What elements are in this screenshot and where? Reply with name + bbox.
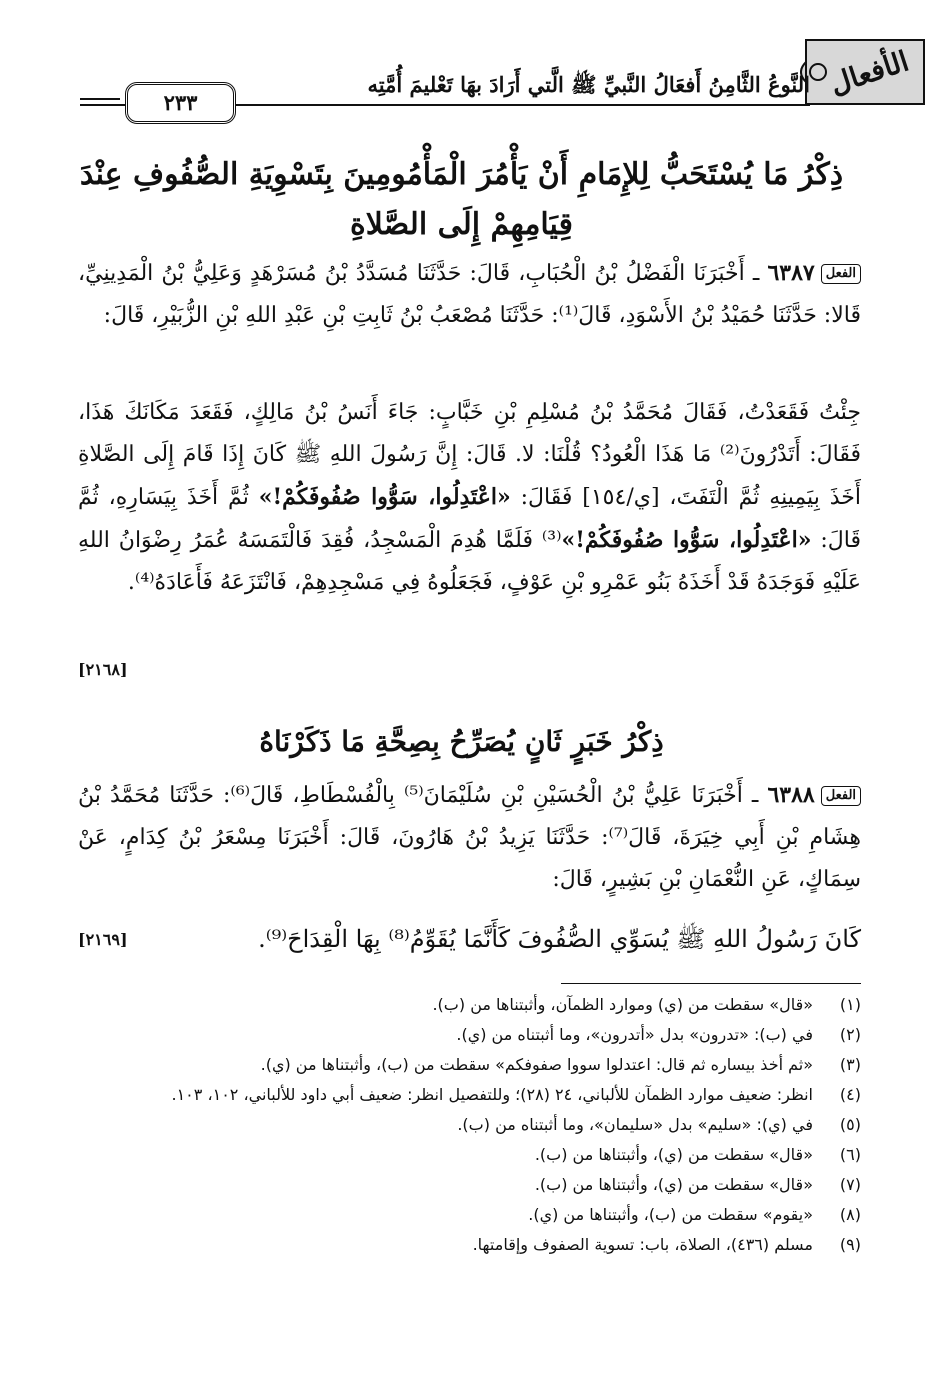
- footnote-number: (٧): [839, 1175, 861, 1194]
- footnote-number: (١): [839, 995, 861, 1014]
- footnote-item: [78, 1050, 861, 1080]
- hadith-matn-2: كَانَ رَسُولُ اللهِ ﷺ يُسَوِّي الصُّفُوفَ كَأَنَّمَا يُقَوِّمُ⁽⁸⁾ بِهَا الْقِدَاحَ⁽⁹⁾.: [258, 925, 861, 953]
- cross-reference: [٢١٦٨]: [78, 660, 128, 679]
- footnote-number: (٥): [839, 1115, 861, 1134]
- footnote-number: (٨): [839, 1205, 861, 1224]
- page-number: ٢٣٣: [125, 82, 236, 124]
- footnote-item: [78, 1230, 861, 1260]
- footnote-number: (٦): [839, 1145, 861, 1164]
- footnote-rule: [561, 983, 861, 984]
- footnote-text: انظر: ضعيف موارد الظمآن للألباني، ٢٤ (٢٨)؛ وللتفصيل انظر: ضعيف أبي داود للألباني، ١٠٢، ١٠٣.: [171, 1085, 813, 1104]
- footnote-item: [78, 1170, 861, 1200]
- quote-text-b: «اعْتَدِلُوا، سَوُّوا صُفُوفَكُمْ!»: [561, 527, 812, 553]
- matn-text-c: ⁽³⁾ فَلَمَّا هُدِمَ الْمَسْجِدُ، فُقِدَ فَالْتَمَسَهُ عُمَرُ رِضْوَانُ اللهِ عَلَيْهِ فَوَجَدَهُ قَدْ أَخَذَهُ بَنُو عَمْرِو بْنِ عَوْفٍ، فَجَعَلُوهُ فِي مَسْجِدِهِمْ، فَانْتَزَعَهُ فَأَعَادَهُ⁽⁴⁾.: [78, 528, 861, 595]
- isnad-text: ـ أَخْبَرَنَا عَلِيُّ بْنُ الْحُسَيْنِ بْنِ سُلَيْمَانَ⁽⁵⁾ بِالْفُسْطَاطِ، قَالَ⁽⁶⁾: حَدَّثَنَا مُحَمَّدُ بْنُ هِشَامِ بْنِ أَبِي خِيَرَةَ، قَالَ⁽⁷⁾: حَدَّثَنَا يَزِيدُ بْنُ هَارُونَ، قَالَ: أَخْبَرَنَا مِسْعَرُ بْنُ كِدَامٍ، عَنْ سِمَاكٍ، عَنِ النُّعْمَانِ بْنِ بَشِيرٍ، قَالَ:: [78, 783, 862, 892]
- quote-text-a: «اعْتَدِلُوا، سَوُّوا صُفُوفَكُمْ!»: [258, 484, 511, 510]
- section-title-1: ذِكْرُ مَا يُسْتَحَبُّ لِلإِمَامِ أَنْ يَأْمُرَ الْمَأْمُومِينَ بِتَسْوِيَةِ الصُّفُوفِ عِنْدَ قِيَامِهِمْ إِلَى الصَّلاةِ: [79, 157, 844, 242]
- footnote-item: [78, 1110, 861, 1140]
- footnote-text: في (ب): «تدرون» بدل «أتدرون»، وما أثبتناه من (ي).: [456, 1025, 813, 1044]
- footnote-number: (٢): [839, 1025, 861, 1044]
- hadith-number: ٦٣٨٧: [767, 260, 815, 286]
- footnote-text: «قال» سقطت من (ي)، وأثبتناها من (ب).: [534, 1175, 813, 1194]
- puzzle-label: الأفعال: [826, 44, 914, 101]
- hadith-isnad-2: [78, 774, 861, 901]
- page-header: [80, 20, 930, 120]
- matn-text-b: ثُمَّ أَخَذَ بِيَسَارِهِ، ثُمَّ قَالَ:: [78, 485, 862, 553]
- running-title: النَّوعُ الثَّامِنُ أَفعَالُ النَّبيِّ ﷺ الَّتي أَرَادَ بهَا تَعْليمَ أُمَّتِه: [367, 72, 810, 97]
- footnote-text: «يقوم» سقطت من (ب)، وأثبتناها من (ي).: [528, 1205, 813, 1224]
- footnote-text: «قال» سقطت من (ي)، وأثبتناها من (ب).: [534, 1145, 813, 1164]
- footnote-item: [78, 1080, 861, 1110]
- matn-text-a: جِئْتُ فَقَعَدْتُ، فَقَالَ مُحَمَّدُ بْنُ مُسْلِمِ بْنِ خَبَّابٍ: جَاءَ أَنَسُ بْنُ مَالِكٍ، فَقَعَدَ مَكَانَكَ هَذَا، فَقَالَ: أَتَدْرُونَ⁽²⁾ مَا هَذَا الْعُودُ؟ قُلْنَا: لا. قَالَ: إِنَّ رَسُولَ اللهِ ﷺ كَانَ إِذَا قَامَ إِلَى الصَّلاةِ أَخَذَ بِيَمِينِهِ ثُمَّ الْتَفَتَ، [ي/١٥٤] فَقَالَ:: [78, 400, 861, 510]
- footnote-text: «قال» سقطت من (ي) وموارد الظمآن، وأثبتناها من (ب).: [432, 995, 813, 1014]
- footnote-item: [78, 1020, 861, 1050]
- isnad-text: ـ أَخْبَرَنَا الْفَضْلُ بْنُ الْحُبَابِ، قَالَ: حَدَّثَنَا مُسَدَّدُ بْنُ مُسَرْهَدٍ وَعَلِيُّ بْنُ الْمَدِينِيِّ، قَالا: حَدَّثَنَا حُمَيْدُ بْنُ الأَسْوَدِ، قَالَ⁽¹⁾: حَدَّثَنَا مُصْعَبُ بْنُ ثَابِتِ بْنِ عَبْدِ اللهِ بْنِ الزُّبَيْرِ، قَالَ:: [78, 261, 861, 328]
- footnote-item: [78, 1140, 861, 1170]
- hadith-matn-1: [78, 392, 861, 604]
- footnote-text: مسلم (٤٣٦)، الصلاة، باب: تسوية الصفوف وإقامتها.: [472, 1235, 813, 1254]
- footnotes-list: [78, 990, 861, 1260]
- hadith-badge: الفعل: [821, 264, 861, 284]
- footnote-number: (٤): [839, 1085, 861, 1104]
- footnote-item: [78, 1200, 861, 1230]
- footnote-text: «ثم أخذ بيساره ثم قال: اعتدلوا سووا صفوفكم» سقطت من (ب)، وأثبتناها من (ي).: [260, 1055, 813, 1074]
- footnote-item: [78, 990, 861, 1020]
- footnote-text: في (ي): «سليم» بدل «سليمان»، وما أثبتناه من (ب).: [457, 1115, 813, 1134]
- footnote-number: (٩): [839, 1235, 861, 1254]
- footnote-number: (٣): [839, 1055, 861, 1074]
- cross-reference: [٢١٦٩]: [78, 930, 128, 949]
- header-rule-left: [80, 98, 120, 100]
- hadith-isnad-1: [78, 252, 861, 337]
- hadith-badge: الفعل: [821, 786, 861, 806]
- hadith-number: ٦٣٨٨: [767, 782, 815, 808]
- section-title-2: ذِكْرُ خَبَرٍ ثَانٍ يُصَرِّحُ بِصِحَّةِ مَا ذَكَرْنَاهُ: [259, 725, 664, 758]
